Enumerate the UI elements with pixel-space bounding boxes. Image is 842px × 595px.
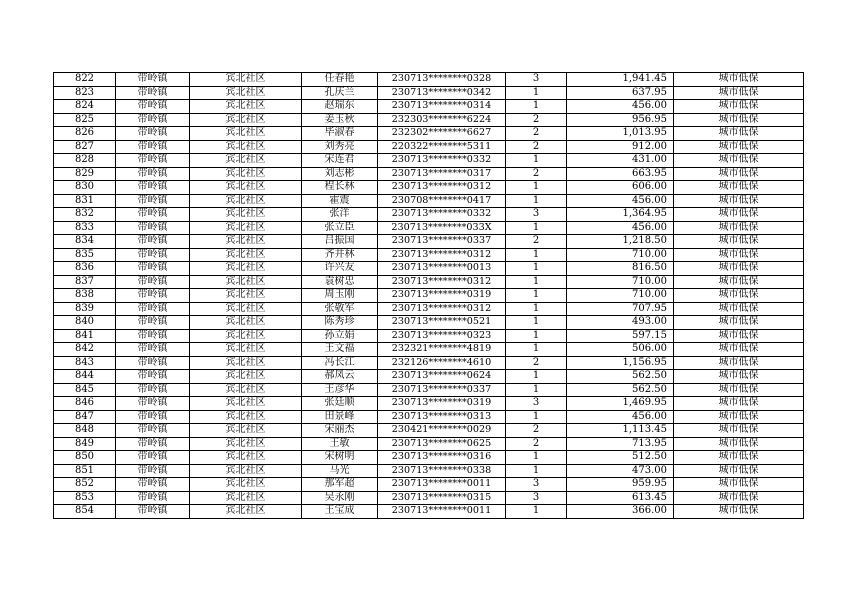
community-cell: 宾北社区	[190, 154, 302, 168]
table-row	[54, 167, 804, 181]
town-cell: 带岭镇	[116, 140, 190, 154]
household-size-cell: 1	[506, 194, 567, 208]
amount-cell: 1,364.95	[567, 208, 674, 222]
row-number-cell: 840	[54, 316, 116, 330]
row-number-cell: 825	[54, 113, 116, 127]
name-cell: 孙立娟	[302, 329, 378, 343]
data-table	[53, 72, 804, 519]
community-cell: 宾北社区	[190, 410, 302, 424]
town-cell: 带岭镇	[116, 383, 190, 397]
amount-cell: 1,469.95	[567, 397, 674, 411]
amount-cell: 506.00	[567, 343, 674, 357]
community-cell: 宾北社区	[190, 437, 302, 451]
table-row	[54, 113, 804, 127]
category-cell: 城市低保	[674, 221, 804, 235]
amount-cell: 637.95	[567, 86, 674, 100]
household-size-cell: 1	[506, 181, 567, 195]
household-size-cell: 1	[506, 100, 567, 114]
amount-cell: 663.95	[567, 167, 674, 181]
category-cell: 城市低保	[674, 397, 804, 411]
household-size-cell: 1	[506, 329, 567, 343]
amount-cell: 1,113.45	[567, 424, 674, 438]
category-cell: 城市低保	[674, 100, 804, 114]
category-cell: 城市低保	[674, 73, 804, 87]
town-cell: 带岭镇	[116, 86, 190, 100]
name-cell: 许兴友	[302, 262, 378, 276]
table-row	[54, 329, 804, 343]
household-size-cell: 3	[506, 491, 567, 505]
table-row	[54, 424, 804, 438]
household-size-cell: 1	[506, 221, 567, 235]
row-number-cell: 829	[54, 167, 116, 181]
household-size-cell: 2	[506, 167, 567, 181]
community-cell: 宾北社区	[190, 505, 302, 519]
name-cell: 吴永刚	[302, 491, 378, 505]
id-number-cell: 230713********033X	[378, 221, 506, 235]
category-cell: 城市低保	[674, 140, 804, 154]
town-cell: 带岭镇	[116, 505, 190, 519]
id-number-cell: 230713********0312	[378, 275, 506, 289]
name-cell: 张立臣	[302, 221, 378, 235]
name-cell: 田景峰	[302, 410, 378, 424]
community-cell: 宾北社区	[190, 478, 302, 492]
town-cell: 带岭镇	[116, 343, 190, 357]
category-cell: 城市低保	[674, 194, 804, 208]
row-number-cell: 823	[54, 86, 116, 100]
town-cell: 带岭镇	[116, 410, 190, 424]
id-number-cell: 230713********0521	[378, 316, 506, 330]
id-number-cell: 230713********0013	[378, 262, 506, 276]
amount-cell: 562.50	[567, 370, 674, 384]
id-number-cell: 230713********0313	[378, 410, 506, 424]
table-row	[54, 275, 804, 289]
category-cell: 城市低保	[674, 113, 804, 127]
id-number-cell: 232321********4819	[378, 343, 506, 357]
household-size-cell: 2	[506, 113, 567, 127]
row-number-cell: 844	[54, 370, 116, 384]
name-cell: 王彦华	[302, 383, 378, 397]
amount-cell: 456.00	[567, 194, 674, 208]
amount-cell: 456.00	[567, 410, 674, 424]
name-cell: 程长林	[302, 181, 378, 195]
household-size-cell: 1	[506, 289, 567, 303]
row-number-cell: 850	[54, 451, 116, 465]
community-cell: 宾北社区	[190, 181, 302, 195]
name-cell: 马光	[302, 464, 378, 478]
name-cell: 王敏	[302, 437, 378, 451]
town-cell: 带岭镇	[116, 316, 190, 330]
row-number-cell: 826	[54, 127, 116, 141]
table-row	[54, 194, 804, 208]
id-number-cell: 230713********0312	[378, 181, 506, 195]
name-cell: 那军超	[302, 478, 378, 492]
category-cell: 城市低保	[674, 383, 804, 397]
town-cell: 带岭镇	[116, 262, 190, 276]
town-cell: 带岭镇	[116, 167, 190, 181]
row-number-cell: 851	[54, 464, 116, 478]
table-row	[54, 464, 804, 478]
id-number-cell: 230421********0029	[378, 424, 506, 438]
town-cell: 带岭镇	[116, 289, 190, 303]
community-cell: 宾北社区	[190, 100, 302, 114]
household-size-cell: 3	[506, 478, 567, 492]
category-cell: 城市低保	[674, 464, 804, 478]
name-cell: 宋树明	[302, 451, 378, 465]
community-cell: 宾北社区	[190, 194, 302, 208]
name-cell: 宋丽杰	[302, 424, 378, 438]
household-size-cell: 1	[506, 275, 567, 289]
table-row	[54, 370, 804, 384]
community-cell: 宾北社区	[190, 343, 302, 357]
community-cell: 宾北社区	[190, 370, 302, 384]
household-size-cell: 1	[506, 86, 567, 100]
community-cell: 宾北社区	[190, 262, 302, 276]
id-number-cell: 230713********0338	[378, 464, 506, 478]
town-cell: 带岭镇	[116, 491, 190, 505]
name-cell: 任春艳	[302, 73, 378, 87]
town-cell: 带岭镇	[116, 248, 190, 262]
community-cell: 宾北社区	[190, 248, 302, 262]
household-size-cell: 1	[506, 316, 567, 330]
category-cell: 城市低保	[674, 208, 804, 222]
amount-cell: 713.95	[567, 437, 674, 451]
community-cell: 宾北社区	[190, 208, 302, 222]
name-cell: 王文福	[302, 343, 378, 357]
household-size-cell: 1	[506, 451, 567, 465]
amount-cell: 959.95	[567, 478, 674, 492]
category-cell: 城市低保	[674, 289, 804, 303]
amount-cell: 456.00	[567, 100, 674, 114]
household-size-cell: 1	[506, 464, 567, 478]
category-cell: 城市低保	[674, 343, 804, 357]
row-number-cell: 833	[54, 221, 116, 235]
row-number-cell: 854	[54, 505, 116, 519]
household-size-cell: 1	[506, 505, 567, 519]
household-size-cell: 2	[506, 140, 567, 154]
row-number-cell: 847	[54, 410, 116, 424]
row-number-cell: 852	[54, 478, 116, 492]
category-cell: 城市低保	[674, 181, 804, 195]
name-cell: 吕振国	[302, 235, 378, 249]
category-cell: 城市低保	[674, 235, 804, 249]
community-cell: 宾北社区	[190, 356, 302, 370]
amount-cell: 562.50	[567, 383, 674, 397]
category-cell: 城市低保	[674, 410, 804, 424]
town-cell: 带岭镇	[116, 113, 190, 127]
household-size-cell: 3	[506, 397, 567, 411]
town-cell: 带岭镇	[116, 127, 190, 141]
name-cell: 张敬军	[302, 302, 378, 316]
community-cell: 宾北社区	[190, 113, 302, 127]
category-cell: 城市低保	[674, 356, 804, 370]
amount-cell: 597.15	[567, 329, 674, 343]
category-cell: 城市低保	[674, 127, 804, 141]
row-number-cell: 822	[54, 73, 116, 87]
name-cell: 陈秀珍	[302, 316, 378, 330]
id-number-cell: 230713********0319	[378, 397, 506, 411]
community-cell: 宾北社区	[190, 397, 302, 411]
table-row	[54, 140, 804, 154]
community-cell: 宾北社区	[190, 302, 302, 316]
row-number-cell: 827	[54, 140, 116, 154]
amount-cell: 1,156.95	[567, 356, 674, 370]
category-cell: 城市低保	[674, 248, 804, 262]
household-size-cell: 2	[506, 437, 567, 451]
id-number-cell: 230713********0323	[378, 329, 506, 343]
community-cell: 宾北社区	[190, 289, 302, 303]
town-cell: 带岭镇	[116, 73, 190, 87]
amount-cell: 512.50	[567, 451, 674, 465]
community-cell: 宾北社区	[190, 275, 302, 289]
town-cell: 带岭镇	[116, 464, 190, 478]
id-number-cell: 230713********0011	[378, 505, 506, 519]
amount-cell: 456.00	[567, 221, 674, 235]
amount-cell: 1,013.95	[567, 127, 674, 141]
id-number-cell: 230713********0316	[378, 451, 506, 465]
table-row	[54, 100, 804, 114]
community-cell: 宾北社区	[190, 73, 302, 87]
town-cell: 带岭镇	[116, 302, 190, 316]
town-cell: 带岭镇	[116, 478, 190, 492]
name-cell: 宋连君	[302, 154, 378, 168]
table-row	[54, 356, 804, 370]
name-cell: 冯长江	[302, 356, 378, 370]
table-row	[54, 154, 804, 168]
id-number-cell: 230713********0312	[378, 248, 506, 262]
id-number-cell: 230713********0011	[378, 478, 506, 492]
table-row	[54, 343, 804, 357]
table-row	[54, 451, 804, 465]
id-number-cell: 230713********0624	[378, 370, 506, 384]
household-size-cell: 3	[506, 73, 567, 87]
row-number-cell: 831	[54, 194, 116, 208]
amount-cell: 710.00	[567, 289, 674, 303]
id-number-cell: 230713********0312	[378, 302, 506, 316]
table-row	[54, 289, 804, 303]
id-number-cell: 230713********0314	[378, 100, 506, 114]
household-size-cell: 3	[506, 208, 567, 222]
amount-cell: 912.00	[567, 140, 674, 154]
name-cell: 孔庆兰	[302, 86, 378, 100]
table-row	[54, 397, 804, 411]
household-size-cell: 1	[506, 343, 567, 357]
row-number-cell: 837	[54, 275, 116, 289]
category-cell: 城市低保	[674, 329, 804, 343]
id-number-cell: 232302********6627	[378, 127, 506, 141]
household-size-cell: 1	[506, 383, 567, 397]
community-cell: 宾北社区	[190, 86, 302, 100]
community-cell: 宾北社区	[190, 167, 302, 181]
community-cell: 宾北社区	[190, 383, 302, 397]
name-cell: 刘秀亮	[302, 140, 378, 154]
category-cell: 城市低保	[674, 154, 804, 168]
id-number-cell: 230713********0332	[378, 154, 506, 168]
name-cell: 霍震	[302, 194, 378, 208]
row-number-cell: 853	[54, 491, 116, 505]
household-size-cell: 2	[506, 424, 567, 438]
household-size-cell: 2	[506, 356, 567, 370]
row-number-cell: 838	[54, 289, 116, 303]
town-cell: 带岭镇	[116, 154, 190, 168]
amount-cell: 816.50	[567, 262, 674, 276]
table-row	[54, 262, 804, 276]
town-cell: 带岭镇	[116, 235, 190, 249]
table-row	[54, 235, 804, 249]
community-cell: 宾北社区	[190, 451, 302, 465]
id-number-cell: 230713********0625	[378, 437, 506, 451]
household-size-cell: 2	[506, 235, 567, 249]
community-cell: 宾北社区	[190, 491, 302, 505]
row-number-cell: 848	[54, 424, 116, 438]
category-cell: 城市低保	[674, 491, 804, 505]
id-number-cell: 232126********4610	[378, 356, 506, 370]
town-cell: 带岭镇	[116, 208, 190, 222]
id-number-cell: 230713********0342	[378, 86, 506, 100]
name-cell: 袁树忠	[302, 275, 378, 289]
category-cell: 城市低保	[674, 451, 804, 465]
community-cell: 宾北社区	[190, 235, 302, 249]
table-row	[54, 437, 804, 451]
category-cell: 城市低保	[674, 275, 804, 289]
category-cell: 城市低保	[674, 316, 804, 330]
community-cell: 宾北社区	[190, 140, 302, 154]
name-cell: 姜玉秋	[302, 113, 378, 127]
table-body	[54, 73, 804, 519]
amount-cell: 1,941.45	[567, 73, 674, 87]
town-cell: 带岭镇	[116, 181, 190, 195]
name-cell: 周玉刚	[302, 289, 378, 303]
household-size-cell: 1	[506, 302, 567, 316]
town-cell: 带岭镇	[116, 356, 190, 370]
name-cell: 赵瑞东	[302, 100, 378, 114]
id-number-cell: 232303********6224	[378, 113, 506, 127]
name-cell: 刘志彬	[302, 167, 378, 181]
town-cell: 带岭镇	[116, 275, 190, 289]
row-number-cell: 839	[54, 302, 116, 316]
row-number-cell: 830	[54, 181, 116, 195]
row-number-cell: 824	[54, 100, 116, 114]
id-number-cell: 230708********0417	[378, 194, 506, 208]
name-cell: 齐井林	[302, 248, 378, 262]
id-number-cell: 230713********0328	[378, 73, 506, 87]
category-cell: 城市低保	[674, 302, 804, 316]
row-number-cell: 843	[54, 356, 116, 370]
amount-cell: 366.00	[567, 505, 674, 519]
table-row	[54, 221, 804, 235]
amount-cell: 1,218.50	[567, 235, 674, 249]
table-row	[54, 248, 804, 262]
name-cell: 王宝成	[302, 505, 378, 519]
row-number-cell: 835	[54, 248, 116, 262]
row-number-cell: 834	[54, 235, 116, 249]
table-row	[54, 478, 804, 492]
community-cell: 宾北社区	[190, 127, 302, 141]
table-row	[54, 491, 804, 505]
id-number-cell: 230713********0332	[378, 208, 506, 222]
table-row	[54, 73, 804, 87]
amount-cell: 473.00	[567, 464, 674, 478]
community-cell: 宾北社区	[190, 316, 302, 330]
row-number-cell: 849	[54, 437, 116, 451]
amount-cell: 710.00	[567, 275, 674, 289]
town-cell: 带岭镇	[116, 437, 190, 451]
id-number-cell: 230713********0337	[378, 383, 506, 397]
community-cell: 宾北社区	[190, 221, 302, 235]
category-cell: 城市低保	[674, 437, 804, 451]
table-row	[54, 505, 804, 519]
amount-cell: 606.00	[567, 181, 674, 195]
row-number-cell: 842	[54, 343, 116, 357]
table-row	[54, 410, 804, 424]
row-number-cell: 845	[54, 383, 116, 397]
name-cell: 郝凤云	[302, 370, 378, 384]
amount-cell: 493.00	[567, 316, 674, 330]
category-cell: 城市低保	[674, 478, 804, 492]
town-cell: 带岭镇	[116, 370, 190, 384]
town-cell: 带岭镇	[116, 424, 190, 438]
amount-cell: 710.00	[567, 248, 674, 262]
row-number-cell: 841	[54, 329, 116, 343]
row-number-cell: 846	[54, 397, 116, 411]
household-size-cell: 2	[506, 127, 567, 141]
row-number-cell: 836	[54, 262, 116, 276]
town-cell: 带岭镇	[116, 397, 190, 411]
table-row	[54, 383, 804, 397]
amount-cell: 431.00	[567, 154, 674, 168]
category-cell: 城市低保	[674, 167, 804, 181]
id-number-cell: 230713********0317	[378, 167, 506, 181]
town-cell: 带岭镇	[116, 194, 190, 208]
row-number-cell: 828	[54, 154, 116, 168]
town-cell: 带岭镇	[116, 329, 190, 343]
table-row	[54, 302, 804, 316]
category-cell: 城市低保	[674, 424, 804, 438]
household-size-cell: 1	[506, 262, 567, 276]
id-number-cell: 230713********0337	[378, 235, 506, 249]
household-size-cell: 1	[506, 154, 567, 168]
category-cell: 城市低保	[674, 86, 804, 100]
community-cell: 宾北社区	[190, 424, 302, 438]
household-size-cell: 1	[506, 370, 567, 384]
row-number-cell: 832	[54, 208, 116, 222]
community-cell: 宾北社区	[190, 329, 302, 343]
amount-cell: 613.45	[567, 491, 674, 505]
amount-cell: 707.95	[567, 302, 674, 316]
name-cell: 毕淑春	[302, 127, 378, 141]
id-number-cell: 230713********0319	[378, 289, 506, 303]
table-row	[54, 316, 804, 330]
town-cell: 带岭镇	[116, 221, 190, 235]
table-row	[54, 181, 804, 195]
id-number-cell: 230713********0315	[378, 491, 506, 505]
amount-cell: 956.95	[567, 113, 674, 127]
community-cell: 宾北社区	[190, 464, 302, 478]
household-size-cell: 1	[506, 410, 567, 424]
table-row	[54, 127, 804, 141]
category-cell: 城市低保	[674, 370, 804, 384]
category-cell: 城市低保	[674, 262, 804, 276]
household-size-cell: 1	[506, 248, 567, 262]
town-cell: 带岭镇	[116, 451, 190, 465]
table-row	[54, 86, 804, 100]
category-cell: 城市低保	[674, 505, 804, 519]
name-cell: 张洋	[302, 208, 378, 222]
table-row	[54, 208, 804, 222]
id-number-cell: 220322********5311	[378, 140, 506, 154]
town-cell: 带岭镇	[116, 100, 190, 114]
name-cell: 张廷顺	[302, 397, 378, 411]
